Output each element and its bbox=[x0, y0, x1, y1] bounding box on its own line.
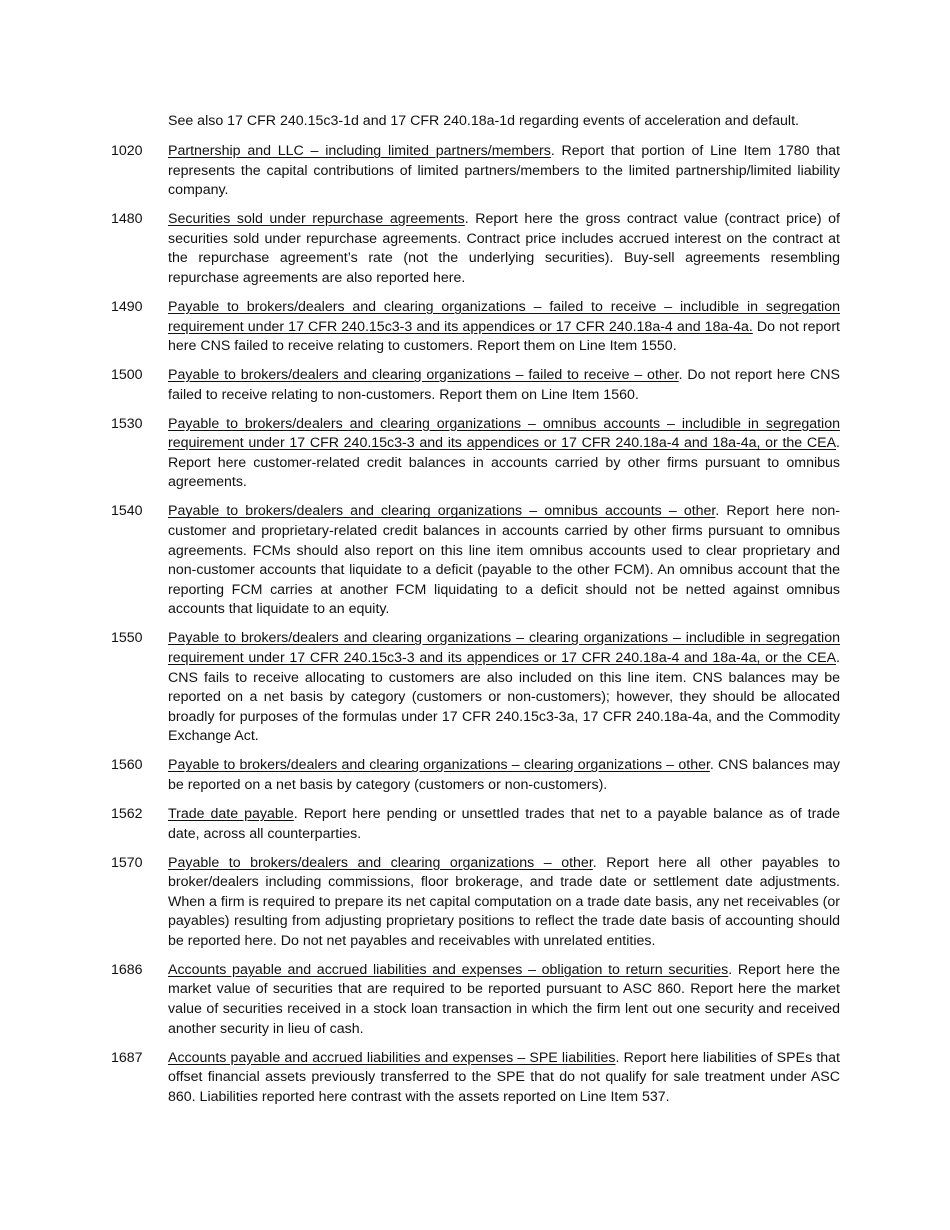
line-item bbox=[111, 210, 840, 288]
line-item-body: . Report here pending or unsettled trades that net to a payable balance as of trade date, across all counterparties. bbox=[168, 805, 840, 842]
line-item-description bbox=[168, 366, 840, 405]
line-item-list bbox=[111, 142, 840, 1117]
line-item-code: 1490 bbox=[111, 298, 143, 315]
line-item-description bbox=[168, 805, 840, 844]
line-item-code: 1560 bbox=[111, 757, 143, 774]
line-item-code: 1570 bbox=[111, 854, 143, 871]
line-item bbox=[111, 1049, 840, 1108]
line-item bbox=[111, 502, 840, 620]
line-item-title: Payable to brokers/dealers and clearing organizations – failed to receive – other bbox=[168, 367, 679, 384]
line-item-code: 1020 bbox=[111, 143, 143, 159]
line-item-description bbox=[168, 629, 840, 747]
line-item-title: Payable to brokers/dealers and clearing organizations – clearing organizations – other bbox=[168, 757, 710, 774]
line-item bbox=[111, 805, 840, 844]
line-item-code: 1530 bbox=[111, 415, 143, 432]
line-item-body: . CNS balances may be reported on a net basis by category (customers or non-customers). bbox=[168, 757, 840, 793]
line-item-title: Payable to brokers/dealers and clearing organizations – omnibus accounts – includible in segregation requirement under 17 CFR 240.15c3-3 and its appendices or 17 CFR 240.18a-4 and 18a-4a, or the CEA bbox=[168, 415, 840, 452]
line-item-title: Partnership and LLC – including limited partners/members bbox=[168, 143, 551, 159]
line-item-description bbox=[168, 756, 840, 795]
line-item bbox=[111, 142, 840, 201]
line-item bbox=[111, 629, 840, 747]
line-item-body: . Report that portion of Line Item 1780 that represents the capital contributions of limited partners/members to the limited partnership/limited liability company. bbox=[168, 143, 841, 199]
line-item-title: Payable to brokers/dealers and clearing organizations – other bbox=[168, 854, 593, 871]
line-item bbox=[111, 854, 840, 952]
line-item-description bbox=[168, 210, 840, 288]
line-item-code: 1686 bbox=[111, 961, 143, 978]
line-item-body: . Report here the market value of securities that are required to be reported pursuant to ASC 860. Report here the market value of securities received in a stock loan transaction in which the firm lent out one security and received another security in lieu of cash. bbox=[168, 961, 840, 1037]
line-item-body: . Report here the gross contract value (contract price) of securities sold under repurchase agreements. Contract price includes accrued interest on the contract at the repurchase agreement’s rate (not the underlying securities). Buy-sell agreements resembling repurchase agreements are also reported here. bbox=[168, 211, 840, 286]
line-item-description bbox=[168, 854, 840, 952]
line-item-code: 1480 bbox=[111, 211, 143, 228]
line-item-title: Accounts payable and accrued liabilities and expenses – SPE liabilities bbox=[168, 1049, 616, 1066]
line-item-description bbox=[168, 961, 840, 1039]
line-item bbox=[111, 961, 840, 1039]
line-item-body: . CNS fails to receive allocating to customers are also included on this line item. CNS balances may be reported on a net basis by category (customers or non-customers); however, they should be allocated broadly for purposes of the formulas under 17 CFR 240.15c3-3a, 17 CFR 240.18a-4a, and the Commodity Exchange Act. bbox=[168, 650, 840, 745]
line-item-description bbox=[168, 298, 840, 357]
line-item-body: . Do not report here CNS failed to receive relating to non-customers. Report them on Line Item 1560. bbox=[168, 367, 841, 403]
line-item-code: 1500 bbox=[111, 367, 143, 384]
line-item-body: . Report here non-customer and proprietary-related credit balances in accounts carried by other firms pursuant to omnibus agreements. FCMs should also report on this line item omnibus accounts used to clear proprietary and non-customer accounts that liquidate to a deficit (payable to the other FCM). An omnibus account that the reporting FCM carries at another FCM liquidating to a deficit should not be netted against omnibus accounts that liquidate to an equity. bbox=[168, 503, 840, 618]
line-item bbox=[111, 415, 840, 493]
line-item-code: 1687 bbox=[111, 1049, 143, 1066]
line-item-description bbox=[168, 1049, 840, 1108]
line-item-description bbox=[168, 142, 840, 201]
intro-paragraph: See also 17 CFR 240.15c3-1d and 17 CFR 240.18a-1d regarding events of acceleration and default. bbox=[168, 113, 799, 129]
line-item-title: Trade date payable bbox=[168, 805, 294, 822]
line-item-title: Payable to brokers/dealers and clearing organizations – failed to receive – includible in segregation requirement under 17 CFR 240.15c3-3 and its appendices or 17 CFR 240.18a-4 and 18a-4a. bbox=[168, 298, 840, 335]
line-item-title: Accounts payable and accrued liabilities and expenses – obligation to return securities bbox=[168, 961, 729, 978]
line-item-description bbox=[168, 415, 840, 493]
line-item-title: Payable to brokers/dealers and clearing organizations – omnibus accounts – other bbox=[168, 503, 716, 520]
line-item-code: 1540 bbox=[111, 503, 143, 520]
line-item-body: Do not report here CNS failed to receive relating to customers. Report them on Line Item 1550. bbox=[168, 318, 840, 355]
line-item-body: . Report here all other payables to broker/dealers including commissions, floor brokerage, and trade date or settlement date adjustments. When a firm is required to prepare its net capital computation on a trade date basis, any net receivables (or payables) resulting from adjusting proprietary positions to reflect the trade date basis of accounting should be reported here. Do not net payables and receivables with unrelated entities. bbox=[168, 854, 840, 949]
line-item bbox=[111, 298, 840, 357]
line-item-description bbox=[168, 502, 840, 620]
line-item bbox=[111, 756, 840, 795]
line-item-code: 1562 bbox=[111, 805, 143, 822]
line-item bbox=[111, 366, 840, 405]
line-item-body: . Report here liabilities of SPEs that offset financial assets previously transferred to the SPE that do not qualify for sale treatment under ASC 860. Liabilities reported here contrast with the assets reported on Line Item 537. bbox=[168, 1049, 840, 1105]
line-item-code: 1550 bbox=[111, 630, 143, 647]
line-item-title: Payable to brokers/dealers and clearing organizations – clearing organizations – includible in segregation requirement under 17 CFR 240.15c3-3 and its appendices or 17 CFR 240.18a-4 and 18a-4a, or the CEA bbox=[168, 630, 840, 666]
line-item-body: . Report here customer-related credit balances in accounts carried by other firms pursuant to omnibus agreements. bbox=[168, 435, 840, 491]
line-item-title: Securities sold under repurchase agreements bbox=[168, 211, 465, 228]
